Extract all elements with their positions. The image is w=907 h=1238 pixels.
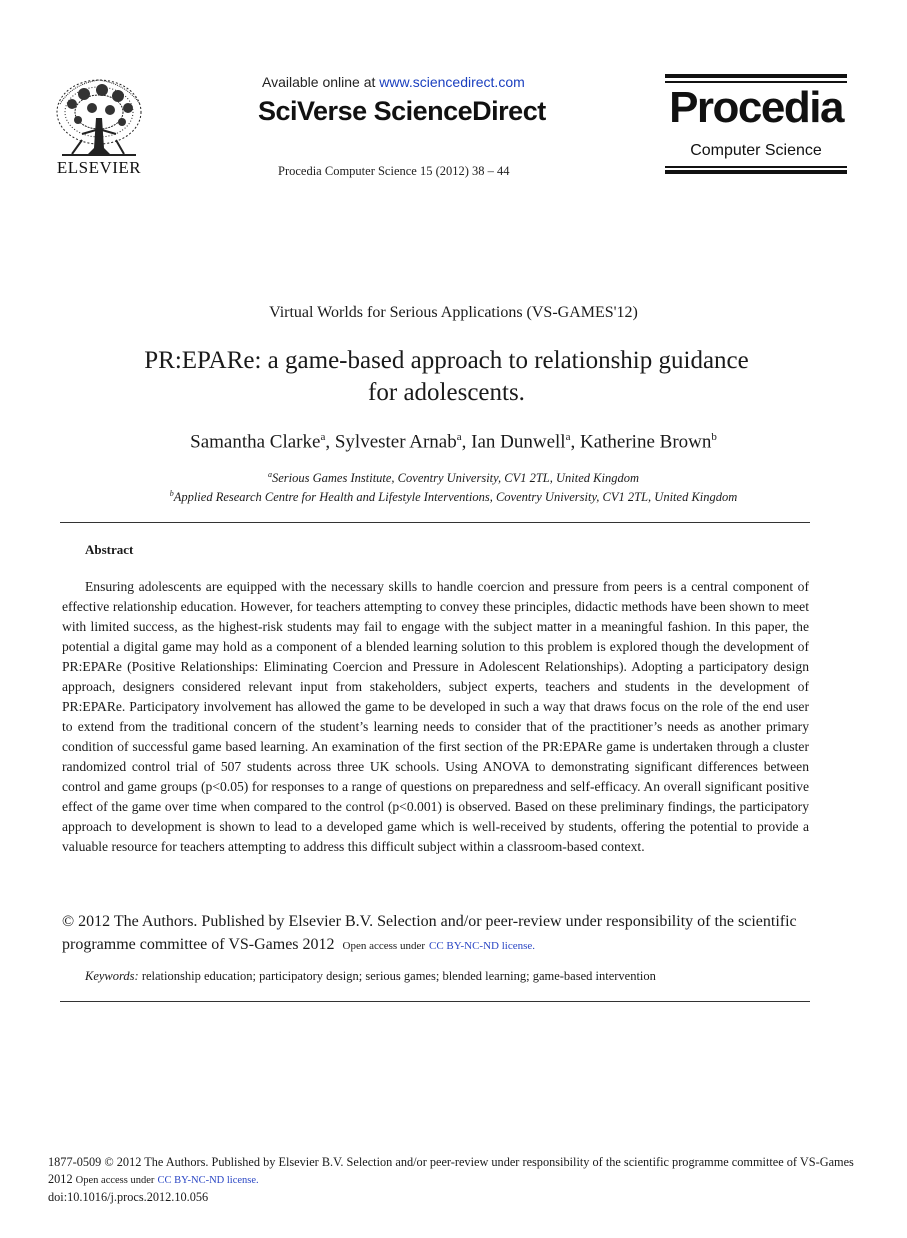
keywords-label: Keywords:	[85, 969, 139, 983]
affiliation-text: Applied Research Centre for Health and Lifestyle Interventions, Coventry University, CV1 2TL, United Kingdom	[173, 490, 738, 505]
title-line-2: for adolescents.	[368, 379, 525, 406]
affiliation-mark: b	[169, 489, 174, 498]
sciencedirect-link[interactable]: www.sciencedirect.com	[379, 74, 525, 90]
brand-rule-bottom-thin	[665, 166, 847, 168]
author-name: Ian Dunwell	[471, 431, 566, 453]
author-name: Sylvester Arnab	[334, 431, 457, 453]
author-separator: ,	[325, 431, 335, 453]
copyright-notice	[62, 910, 832, 958]
author-name: Katherine Brown	[579, 431, 712, 453]
author-separator: ,	[461, 431, 472, 453]
footer	[48, 1154, 868, 1206]
open-access-label: Open access under	[342, 940, 425, 952]
paper-title	[60, 345, 833, 409]
elsevier-wordmark: ELSEVIER	[56, 158, 142, 177]
conference-name: Virtual Worlds for Serious Applications (VS-GAMES'12)	[269, 304, 638, 321]
affiliation-mark: a	[268, 470, 272, 479]
copyright-text: © 2012 The Authors. Published by Elsevier B.V. Selection and/or peer-review under responsibility of the scientific programme committee of VS-Games 2012	[62, 913, 797, 953]
affiliation-a	[0, 470, 907, 486]
footer-copyright	[48, 1154, 868, 1189]
affiliation-text: Serious Games Institute, Coventry University, CV1 2TL, United Kingdom	[272, 471, 639, 486]
brand-rule-top-thick	[665, 74, 847, 78]
abstract-heading: Abstract	[85, 542, 134, 557]
footer-license-link[interactable]: CC BY-NC-ND license.	[157, 1175, 259, 1186]
author-separator: ,	[570, 431, 580, 453]
keywords-line	[85, 969, 656, 984]
license-link[interactable]: CC BY-NC-ND license.	[429, 940, 536, 952]
brand-rule-bottom-thick	[665, 170, 847, 174]
footer-doi: doi:10.1016/j.procs.2012.10.056	[48, 1190, 209, 1204]
author-name: Samantha Clarke	[190, 431, 321, 453]
available-prefix: Available online at	[262, 74, 380, 90]
footer-open-access-label: Open access under	[75, 1175, 155, 1186]
title-line-1: PR:EPARe: a game-based approach to relationship guidance	[144, 347, 749, 374]
journal-reference: Procedia Computer Science 15 (2012) 38 – 44	[278, 164, 510, 178]
platform-name: SciVerse ScienceDirect	[258, 96, 546, 126]
author-affil-mark: b	[711, 431, 717, 443]
divider-bottom	[60, 1001, 810, 1002]
keywords-text: relationship education; participatory design; serious games; blended learning; game-based intervention	[141, 969, 656, 983]
author-affil-mark: a	[565, 431, 571, 443]
author-list	[0, 431, 907, 453]
author-affil-mark: a	[456, 431, 462, 443]
footer-issn-copyright: 1877-0509 © 2012 The Authors. Published by Elsevier B.V. Selection and/or peer-review under responsibility of the scientific programme committee of VS-Games 2012	[48, 1155, 854, 1186]
abstract-body: Ensuring adolescents are equipped with the necessary skills to handle coercion and pressure from peers is a central component of effective relationship education. However, for teachers attempting to convey these principles, didactic methods have been shown to meet with limited success, as the highest-risk students may fail to engage with the subject matter in a meaningful fashion. In this paper, the potential a digital game may hold as a component of a blended learning solution to this problem is explored though the development of PR:EPARe (Positive Relationships: Eliminating Coercion and Pressure in Adolescent Relationships). Adopting a participatory design approach, designers considered relevant input from stakeholders, subject experts, teachers and students in the development of PR:EPARe. Participatory involvement has allowed the game to be developed in such a way that draws focus on the role of the end user to extend from the traditional concern of the student’s learning needs to consider that of the practitioner’s needs as another primary condition of successful game based learning. An examination of the first section of the PR:EPARe game is undertaken through a cluster randomized control trial of 507 students across three UK schools. Using ANOVA to demonstrating significant differences between control and game groups (p<0.05) for responses to a range of questions on preparedness and self-efficacy. An overall significant positive effect of the game over time when compared to the control (p<0.001) is observed. Based on these preliminary findings, the participatory approach to development is shown to lead to a developed game which is well-received by students, offering the potential to provide a valuable resource for teachers attempting to address this difficult subject within a classroom-based context.	[62, 579, 809, 854]
journal-brand-subtitle: Computer Science	[690, 142, 822, 159]
divider-top	[60, 522, 810, 523]
journal-brand: Procedia	[669, 83, 843, 132]
available-online-line	[262, 74, 525, 90]
affiliation-b	[0, 489, 907, 505]
author-affil-mark: a	[320, 431, 326, 443]
